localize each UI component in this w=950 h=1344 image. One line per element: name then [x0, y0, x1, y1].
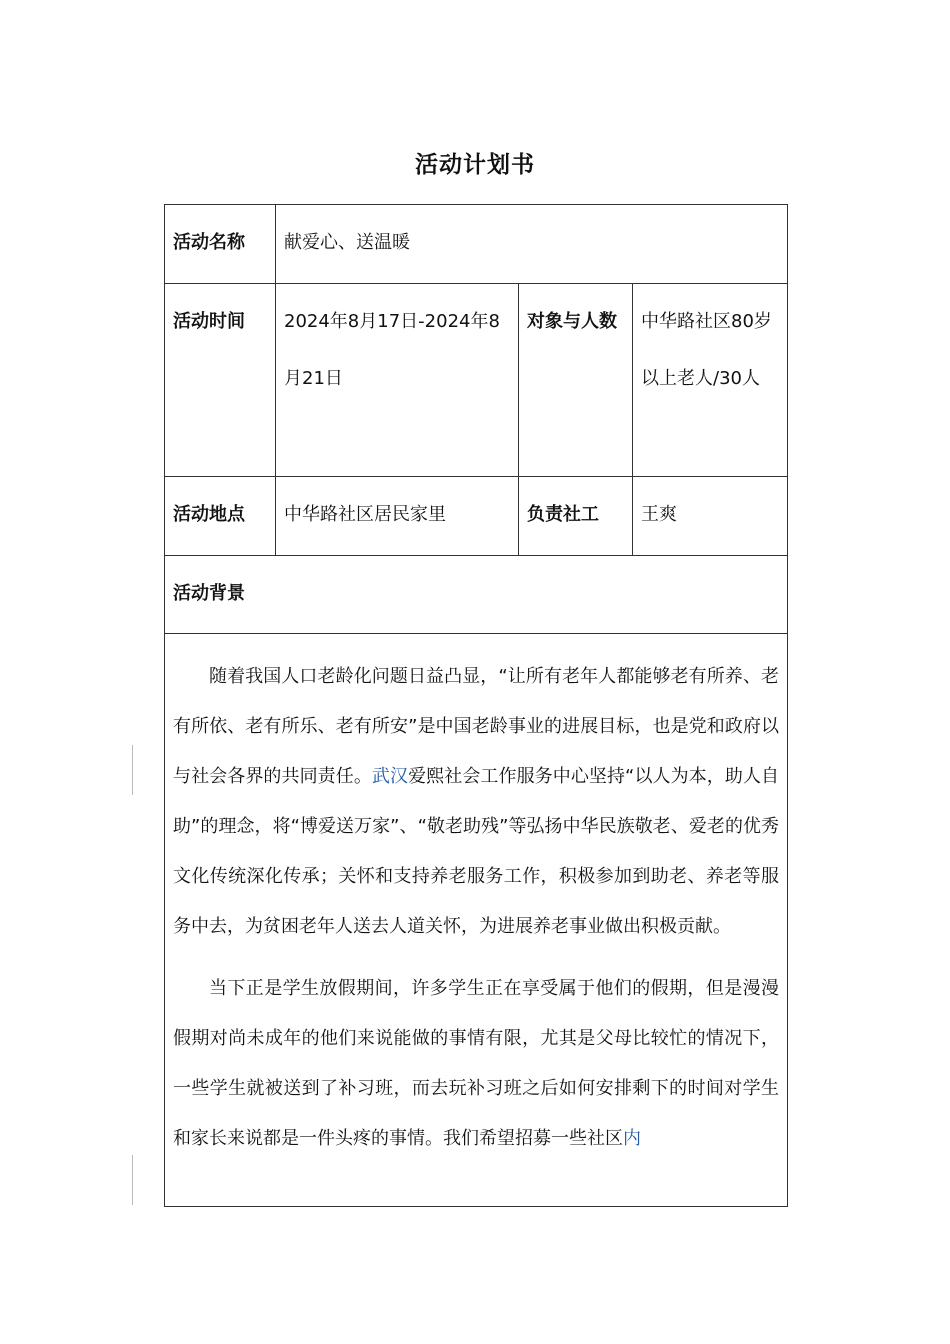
margin-marker: [132, 745, 133, 795]
paragraph-1-text-b: 爱熙社会工作服务中心坚持“以人为本，助人自助”的理念，将“博爱送万家”、“敬老助残”等弘扬中华民族敬老、爱老的优秀文化传统深化传承；关怀和支持养老服务工作，积极参加到助老、养老等服务中去，为贫困老年人送去人道关怀，为进展养老事业做出积极贡献。: [173, 766, 780, 937]
paragraph-1-link[interactable]: 武汉: [371, 766, 409, 787]
activity-name-label: 活动名称: [165, 205, 276, 284]
document-title: 活动计划书: [415, 152, 535, 178]
background-paragraph-2: [173, 964, 779, 1164]
row-background-heading: [165, 556, 788, 634]
target-count-value: 中华路社区80岁以上老人/30人: [633, 284, 788, 477]
row-background-body: [165, 634, 788, 1207]
activity-time-label: 活动时间: [165, 284, 276, 477]
background-paragraph-1: [173, 652, 779, 952]
target-count-label: 对象与人数: [519, 284, 633, 477]
activity-time-value: 2024年8月17日-2024年8月21日: [276, 284, 519, 477]
row-activity-time: [165, 284, 788, 477]
background-label: 活动背景: [165, 556, 788, 634]
activity-place-label: 活动地点: [165, 477, 276, 556]
paragraph-2-link[interactable]: 内: [623, 1128, 641, 1149]
paragraph-1-text-a: 随着我国人口老龄化问题日益凸显，“让所有老年人都能够老有所养、老有所依、老有所乐、老有所安”是中国老龄事业的进展目标，也是党和政府以与社会各界的共同责任。: [173, 666, 780, 787]
plan-table: [164, 204, 788, 1207]
margin-marker: [132, 1155, 133, 1205]
social-worker-label: 负责社工: [519, 477, 633, 556]
paragraph-2-text: 当下正是学生放假期间，许多学生正在享受属于他们的假期，但是漫漫假期对尚未成年的他们来说能做的事情有限，尤其是父母比较忙的情况下，一些学生就被送到了补习班，而去玩补习班之后如何安排剩下的时间对学生和家长来说都是一件头疼的事情。我们希望招募一些社区: [173, 978, 780, 1149]
social-worker-value: 王爽: [633, 477, 788, 556]
background-body: [165, 634, 788, 1207]
activity-place-value: 中华路社区居民家里: [276, 477, 519, 556]
activity-name-value: 献爱心、送温暖: [276, 205, 788, 284]
row-activity-place: [165, 477, 788, 556]
row-activity-name: [165, 205, 788, 284]
